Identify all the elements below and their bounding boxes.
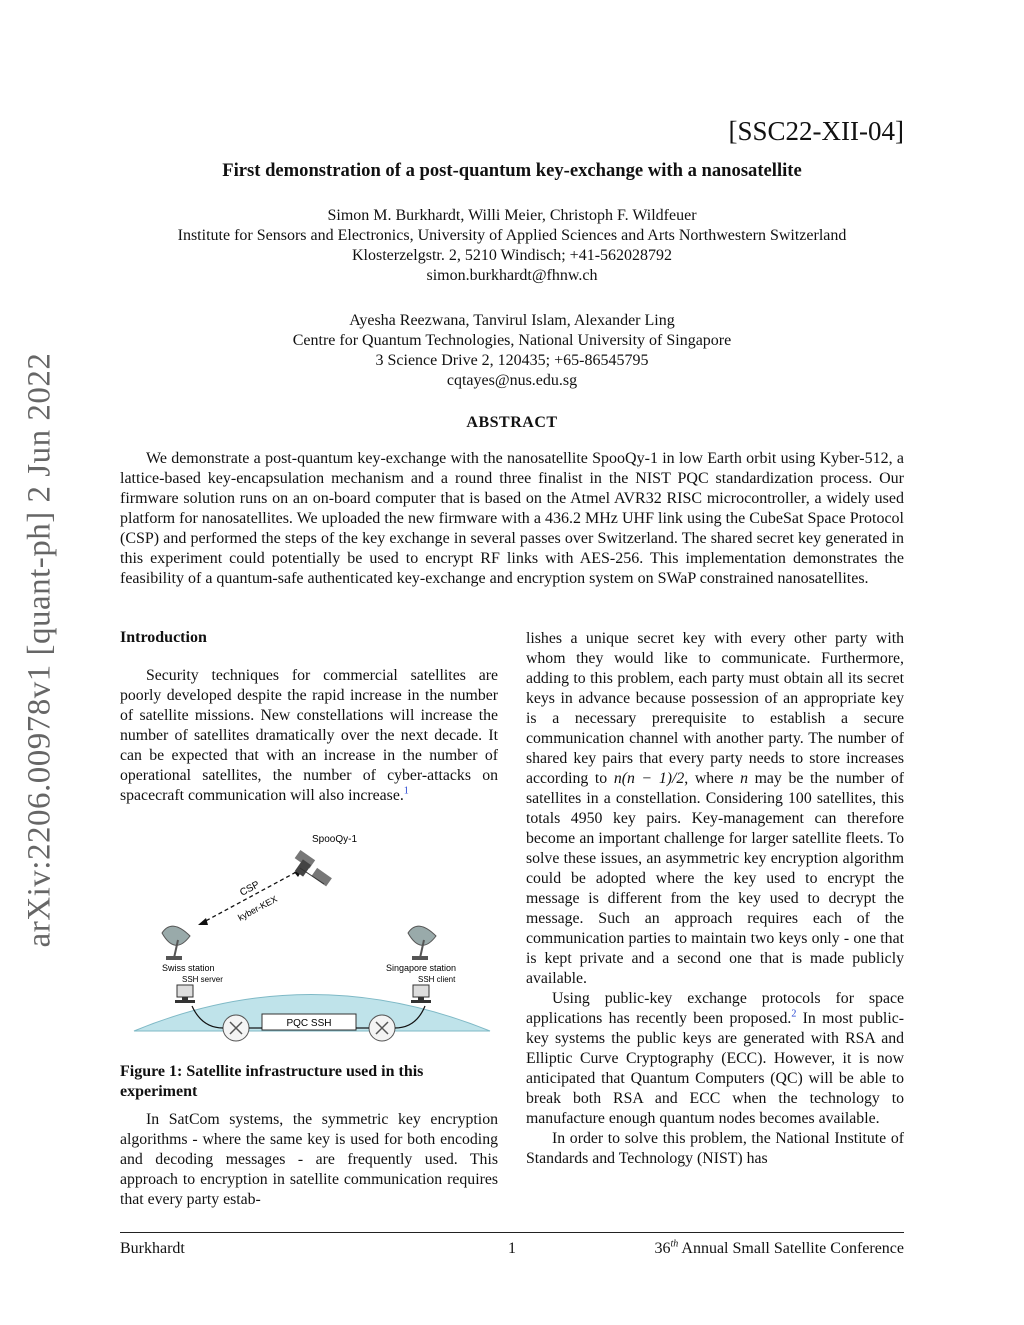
abstract-text: We demonstrate a post-quantum key-exchange with the nanosatellite SpooQy-1 in low Earth orbit using Kyber-512, a lattice-based key-encapsulation mechanism and a round three finalist in the NIST PQC standardization process. Our firmware solution runs on an on-board computer that is based on the Atmel AVR32 RISC microcontroller, a widely used platform for nanosatellites. We uploaded the new firmware with a 436.2 MHz UHF link using the CubeSat Space Protocol (CSP) and performed the steps of the key exchange in several passes over Switzerland. The shared secret key generated in this experiment could potentially be used to encrypt RF links with AES-256. This implementation demonstrates the feasibility of a quantum-safe authenticated key-exchange and encryption system on SWaP constrained nanosatellites. xyxy=(120,450,904,587)
intro-paragraph-2: In SatCom systems, the symmetric key encryption algorithms - where the same key is used for both encoding and decoding messages - are frequently used. This approach to encryption in satellite communication requires that every party estab- xyxy=(120,1111,498,1208)
author-names: Ayesha Reezwana, Tanvirul Islam, Alexander Ling xyxy=(349,312,675,329)
author-institution: Institute for Sensors and Electronics, University of Applied Sciences and Arts Northwestern Switzerland xyxy=(177,227,847,244)
ssh-client-label: SSH client xyxy=(418,975,456,984)
csp-label: CSP xyxy=(238,879,262,899)
footer-rule xyxy=(120,1232,904,1233)
ssh-client-computer-icon xyxy=(411,985,431,1003)
satellite-label: SpooQy-1 xyxy=(312,834,358,845)
author-names: Simon M. Burkhardt, Willi Meier, Christoph F. Wildfeuer xyxy=(327,207,697,224)
right-paragraph-1: lishes a unique secret key with every other party with whom they would like to communicate. Furthermore, adding to this problem, each party must obtain all its secret keys in advance because possession of an appropriate key is a necessary prerequisite to establish a secure communication channel with another party. The number of shared key pairs that every party needs to store increases according to n(n − 1)/2, where n may be the number of satellites in a constellation. Considering 100 satellites, this totals 4950 key pairs. Key-management can therefore become an important challenge for larger satellite fleets. To solve these issues, an asymmetric key encryption algorithm could be adopted where the key used to encrypt the message is different from the key used to decrypt the message. Such an approach requires each of the communication parties to maintain two keys only - one that is kept private and a second one that is made publicly available. xyxy=(526,630,904,987)
swiss-station-label: Swiss station xyxy=(162,963,215,973)
swiss-dish-icon xyxy=(162,926,190,960)
ssh-server-label: SSH server xyxy=(182,975,223,984)
footer-author: Burkhardt xyxy=(120,1240,185,1257)
ssh-server-computer-icon xyxy=(175,985,195,1003)
singapore-dish-icon xyxy=(408,926,436,960)
pqc-ssh-label: PQC SSH xyxy=(286,1018,332,1029)
author-email: cqtayes@nus.edu.sg xyxy=(446,372,578,389)
link-arrow-head-left xyxy=(198,918,208,925)
right-column xyxy=(526,629,904,1169)
footer-conference: 36th Annual Small Satellite Conference xyxy=(654,1238,904,1257)
footnote-ref-2[interactable]: 2 xyxy=(791,1008,797,1020)
author-block-1 xyxy=(0,206,1024,286)
figure-caption: Figure 1: Satellite infrastructure used in this experiment xyxy=(120,1063,424,1100)
kyber-kex-label: kyber-KEX xyxy=(236,893,279,923)
arxiv-id: arXiv:2206.00978v1 [quant-ph] 2 Jun 2022 xyxy=(21,352,58,948)
intro-paragraph-1-text: Security techniques for commercial satellites are poorly developed despite the rapid increase in the number of satellite missions. New constellations will increase the number of satellites dramatically over the next decade. It can be expected that with an increase in the number of operational satellites, the number of cyber-attacks on spacecraft communication will also increase. xyxy=(120,667,498,804)
author-address: Klosterzelgstr. 2, 5210 Windisch; +41-562028792 xyxy=(351,247,673,264)
paper-title: First demonstration of a post-quantum key-exchange with a nanosatellite xyxy=(222,160,802,181)
singapore-station-label: Singapore station xyxy=(386,963,457,973)
author-address: 3 Science Drive 2, 120435; +65-86545795 xyxy=(375,352,649,369)
key-pair-formula: n(n − 1)/2 xyxy=(613,770,685,787)
author-email: simon.burkhardt@fhnw.ch xyxy=(426,267,598,284)
right-paragraph-2: Using public-key exchange protocols for space applications has recently been proposed.$^2$ In most public-key systems the public keys are generated with RSA and Elliptic Curve Cryptography (ECC). However, it is now anticipated that Quantum Computers (QC) will be able to break both RSA and ECC when the technology to manufacture enough quantum nodes becomes available. xyxy=(526,990,904,1127)
author-block-2 xyxy=(0,311,1024,391)
figure-satellite-infrastructure xyxy=(120,828,498,1046)
author-institution: Centre for Quantum Technologies, National University of Singapore xyxy=(292,332,732,349)
abstract-heading: ABSTRACT xyxy=(466,414,558,431)
paper-reference-number: [SSC22-XII-04] xyxy=(728,116,904,146)
page-number: 1 xyxy=(508,1240,516,1257)
var-n: n xyxy=(740,770,748,787)
satellite-icon xyxy=(295,850,332,886)
intro-paragraph-1 xyxy=(120,666,498,806)
right-paragraph-3: In order to solve this problem, the National Institute of Standards and Technology (NIST) has xyxy=(526,1130,904,1167)
footnote-ref-1[interactable]: 1 xyxy=(403,785,409,797)
section-heading-introduction: Introduction xyxy=(120,629,207,646)
